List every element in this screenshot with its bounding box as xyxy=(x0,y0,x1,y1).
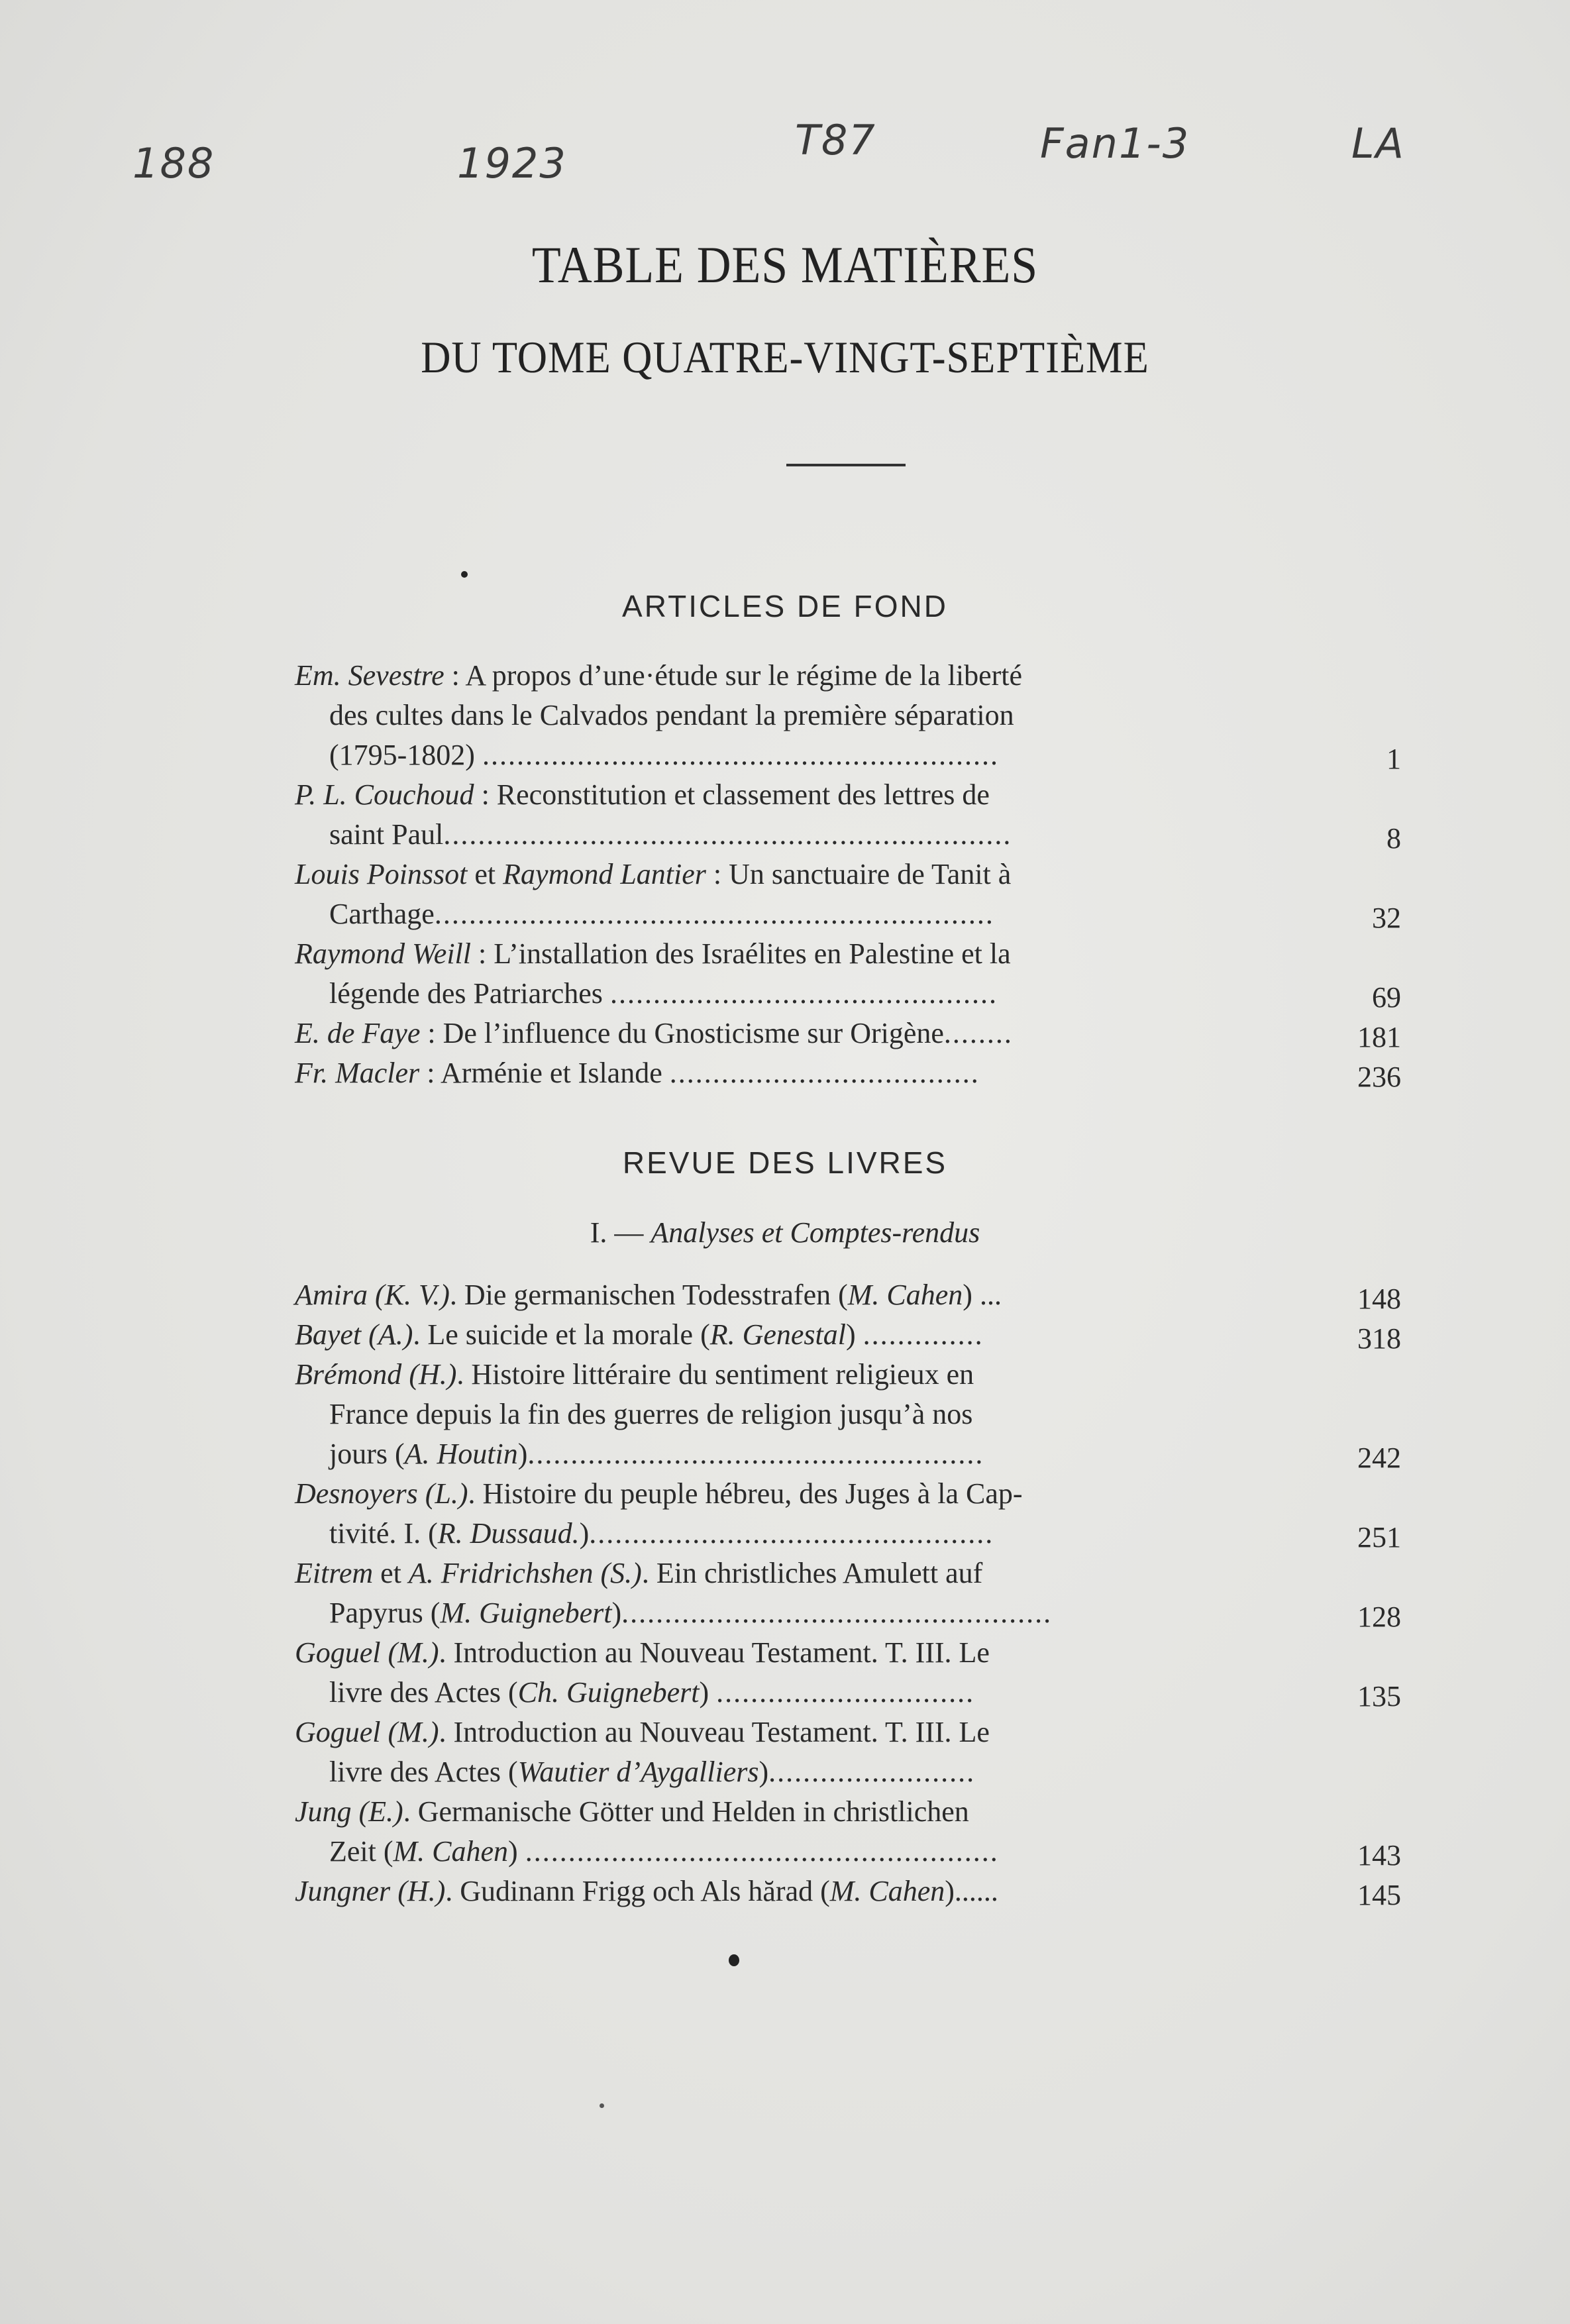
handwritten-note-4: Fan1-3 xyxy=(1040,119,1190,168)
entry-initials: (M.) xyxy=(380,1716,439,1748)
handwritten-note-3: T87 xyxy=(795,116,876,164)
entry-text: . Die germanischen Todesstrafen ( xyxy=(449,1279,848,1311)
entry-initials: (M.) xyxy=(380,1636,439,1669)
entry-close: ) xyxy=(517,1438,528,1470)
entry-text-last: livre des Actes ( xyxy=(329,1756,518,1788)
toc-entry xyxy=(295,1713,1401,1792)
entry-text-cont: des cultes dans le Calvados pendant la première séparation xyxy=(329,699,1014,731)
toc-entry xyxy=(295,1315,1401,1355)
entry-text: : Un sanctuaire de Tanit à xyxy=(706,858,1012,890)
entry-joiner: et xyxy=(467,858,503,890)
entry-close: ) xyxy=(508,1835,525,1868)
entry-author: Jung xyxy=(295,1795,352,1828)
page-number: 143 xyxy=(1357,1839,1401,1872)
entry-author: Em. Sevestre xyxy=(295,659,445,692)
toc-entry xyxy=(295,656,1401,775)
entry-author: Jungner xyxy=(295,1875,391,1907)
subheading-number: I. — xyxy=(590,1216,651,1249)
entry-close: ) xyxy=(611,1597,622,1629)
ink-speck xyxy=(600,2103,604,2108)
leader-dots: .................................................. xyxy=(621,1597,1053,1629)
toc-entry xyxy=(295,855,1401,934)
entry-text-last: Zeit ( xyxy=(329,1835,393,1868)
leader-dots: .................................................................. xyxy=(443,818,1012,851)
leader-dots: ................................................................. xyxy=(434,898,994,930)
toc-entry xyxy=(295,1275,1401,1315)
page-number: 145 xyxy=(1357,1879,1401,1911)
entry-joiner: et xyxy=(373,1557,409,1589)
entry-reviewer: M. Cahen xyxy=(847,1279,963,1311)
entry-text: . Germanische Götter und Helden in christlichen xyxy=(403,1795,969,1828)
entry-author: Desnoyers xyxy=(295,1477,418,1510)
entry-reviewer: M. Guignebert xyxy=(440,1597,612,1629)
entry-text: . Histoire du peuple hébreu, des Juges à la Cap- xyxy=(468,1477,1023,1510)
entry-initials: (K. V.) xyxy=(368,1279,450,1311)
entry-text-last: légende des Patriarches xyxy=(329,977,610,1010)
toc-entry xyxy=(295,1872,1401,1911)
leader-dots: ............................................... xyxy=(589,1517,994,1550)
title-rule xyxy=(786,464,906,466)
entry-reviewer: M. Cahen xyxy=(829,1875,945,1907)
toc-entry xyxy=(295,1053,1401,1093)
entry-reviewer: R. Genestal xyxy=(709,1318,847,1351)
entry-author: Amira xyxy=(295,1279,368,1311)
ink-speck xyxy=(461,571,468,578)
entry-text-last: Papyrus ( xyxy=(329,1597,441,1629)
handwritten-note-2: 1923 xyxy=(457,139,567,187)
entry-text: : L’installation des Israélites en Palestine et la xyxy=(471,937,1011,970)
entry-author: Goguel xyxy=(295,1716,381,1748)
entry-text: . Introduction au Nouveau Testament. T. III. Le xyxy=(439,1716,990,1748)
entry-close: ) ... xyxy=(963,1279,1002,1311)
entry-text: . Gudinann Frigg och Als hărad ( xyxy=(445,1875,830,1907)
page-number: 181 xyxy=(1357,1021,1401,1053)
toc-entry xyxy=(295,1355,1401,1474)
entry-text: : Reconstitution et classement des lettres de xyxy=(474,778,990,811)
entry-text-last: livre des Actes ( xyxy=(329,1676,518,1709)
leader-dots: .................................... xyxy=(669,1057,980,1089)
leader-dots: ....................................................... xyxy=(525,1835,999,1868)
entry-initials: (E.) xyxy=(351,1795,403,1828)
leader-dots: ........ xyxy=(943,1017,1013,1049)
page-number: 128 xyxy=(1357,1601,1401,1633)
leader-dots: ........................ xyxy=(768,1756,976,1788)
entry-text-last: Carthage xyxy=(329,898,435,930)
entry-text-last: saint Paul xyxy=(329,818,444,851)
entry-author: E. de Faye xyxy=(295,1017,421,1049)
leader-dots: .............................. xyxy=(716,1676,975,1709)
handwritten-note-5: LA xyxy=(1351,119,1405,168)
entry-initials: (H.) xyxy=(401,1358,457,1391)
entry-initials: (S.) xyxy=(593,1557,642,1589)
handwritten-note-1: 188 xyxy=(132,139,215,187)
entry-author: Raymond Weill xyxy=(295,937,471,970)
entry-reviewer: R. Dussaud. xyxy=(437,1517,580,1550)
entry-text-last: (1795-1802) xyxy=(329,739,482,771)
page-number: 1 xyxy=(1387,743,1401,775)
page-number: 242 xyxy=(1357,1442,1401,1474)
entry-close: ) xyxy=(699,1676,717,1709)
entry-reviewer: Wautier d’Aygalliers xyxy=(517,1756,759,1788)
toc-entry xyxy=(295,934,1401,1014)
page-number: 148 xyxy=(1357,1283,1401,1315)
entry-author: Fr. Macler xyxy=(295,1057,420,1089)
entry-text-last: jours ( xyxy=(329,1438,405,1470)
toc-entry xyxy=(295,1554,1401,1633)
entry-author-2: A. Fridrichshen xyxy=(408,1557,594,1589)
page-number: 318 xyxy=(1357,1322,1401,1355)
entry-initials: (A.) xyxy=(361,1318,413,1351)
section-heading-articles: ARTICLES DE FOND xyxy=(622,589,948,623)
page-title: TABLE DES MATIÈRES xyxy=(531,236,1039,293)
entry-initials: (L.) xyxy=(417,1477,468,1510)
entry-author: Eitrem xyxy=(295,1557,374,1589)
toc-entry xyxy=(295,1792,1401,1872)
entry-author: Goguel xyxy=(295,1636,381,1669)
entry-text-cont: France depuis la fin des guerres de religion jusqu’à nos xyxy=(329,1398,973,1430)
subheading-text: Analyses et Comptes-rendus xyxy=(651,1216,980,1249)
toc-entry xyxy=(295,775,1401,855)
entry-initials: (H.) xyxy=(390,1875,446,1907)
entry-author: Bayet xyxy=(295,1318,362,1351)
page-number: 236 xyxy=(1357,1061,1401,1093)
entry-reviewer: M. Cahen xyxy=(393,1835,509,1868)
entry-close: ) xyxy=(846,1318,863,1351)
page-number: 69 xyxy=(1372,981,1401,1014)
entry-text: . Introduction au Nouveau Testament. T. III. Le xyxy=(439,1636,990,1669)
entry-reviewer: A. Houtin xyxy=(404,1438,518,1470)
page-subtitle: DU TOME QUATRE-VINGT-SEPTIÈME xyxy=(421,332,1149,382)
toc-entry xyxy=(295,1474,1401,1554)
entry-close: )...... xyxy=(945,1875,998,1907)
page-number: 135 xyxy=(1357,1680,1401,1713)
entry-text: . Histoire littéraire du sentiment religieux en xyxy=(456,1358,974,1391)
entry-text: : De l’influence du Gnosticisme sur Origène xyxy=(420,1017,944,1049)
entry-text: : Arménie et Islande xyxy=(419,1057,670,1089)
toc-entry xyxy=(295,1633,1401,1713)
page-number: 8 xyxy=(1387,822,1401,855)
leader-dots: .............. xyxy=(863,1318,984,1351)
entry-author: Louis Poinssot xyxy=(295,858,468,890)
entry-text: . Le suicide et la morale ( xyxy=(413,1318,710,1351)
entry-author: P. L. Couchoud xyxy=(295,778,474,811)
entry-close: ) xyxy=(759,1756,769,1788)
entry-reviewer: Ch. Guignebert xyxy=(517,1676,700,1709)
entry-author-2: Raymond Lantier xyxy=(503,858,706,890)
toc-entry xyxy=(295,1014,1401,1053)
entry-text-last: tivité. I. ( xyxy=(329,1517,438,1550)
leader-dots: ............................................................ xyxy=(482,739,999,771)
ink-blot xyxy=(729,1954,739,1966)
leader-dots: ..................................................... xyxy=(527,1438,984,1470)
page-number: 32 xyxy=(1372,902,1401,934)
section-heading-revue: REVUE DES LIVRES xyxy=(622,1145,948,1180)
section-subheading xyxy=(0,1216,1570,1249)
leader-dots: ............................................. xyxy=(609,977,998,1010)
entry-close: ) xyxy=(579,1517,590,1550)
entry-text: . Ein christliches Amulett auf xyxy=(641,1557,983,1589)
entry-author: Brémond xyxy=(295,1358,402,1391)
page-number: 251 xyxy=(1357,1521,1401,1554)
entry-text: : A propos d’une·étude sur le régime de la liberté xyxy=(444,659,1023,692)
